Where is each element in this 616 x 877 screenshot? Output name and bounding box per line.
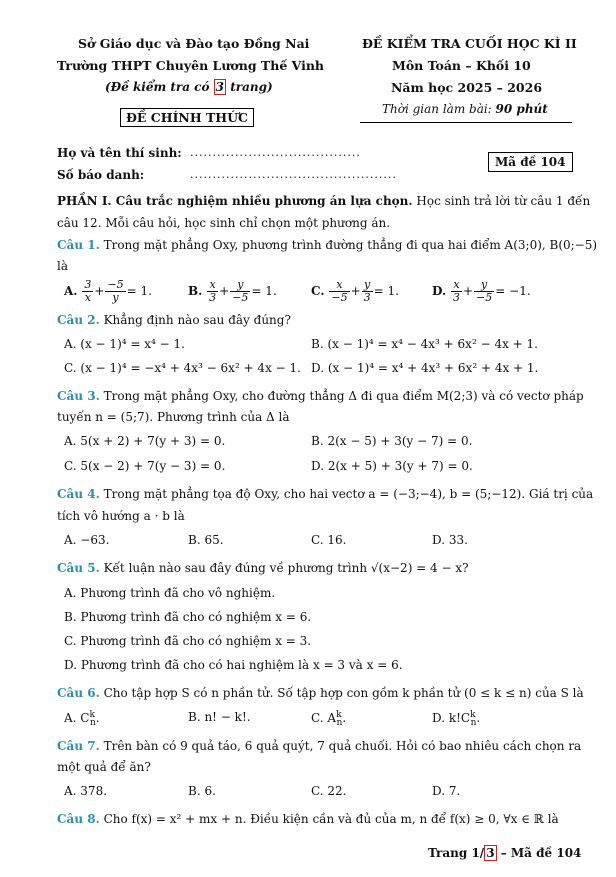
q4-option-b[interactable]: B. 65. [188,533,224,547]
q7-option-a[interactable]: A. 378. [64,784,108,798]
id-label: Số báo danh: [57,168,145,182]
id-field[interactable]: .............................................. [190,168,397,181]
question-7-cont: một quả để ăn? [57,760,151,774]
question-4-cont: tích vô hướng a · b là [57,509,185,523]
q2-option-a[interactable]: A. (x − 1)⁴ = x⁴ − 1. [64,337,185,351]
school-name: Trường THPT Chuyên Lương Thế Vinh [57,58,325,73]
q7-option-d[interactable]: D. 7. [432,784,461,798]
question-3-cont: tuyến n = (5;7). Phương trình của Δ là [57,410,290,424]
question-5: Câu 5. Kết luận nào sau đây đúng về phương trình √(x−2) = 4 − x? [57,561,469,575]
q6-option-c[interactable]: C. $A^k_n$. [311,710,347,729]
q5-option-b[interactable]: B. Phương trình đã cho có nghiệm x = 6. [64,610,312,624]
q6-option-b[interactable]: B. n! − k!. [188,710,251,724]
question-2: Câu 2. Khẳng định nào sau đây đúng? [57,313,291,327]
divider [360,122,572,123]
q5-option-c[interactable]: C. Phương trình đã cho có nghiệm x = 3. [64,634,312,648]
q6-option-d[interactable]: D. $k!C^k_n$. [432,710,481,729]
page-count: (Đề kiểm tra có 3 trang) [105,80,273,94]
q3-option-d[interactable]: D. 2(x + 5) + 3(y + 7) = 0. [311,459,473,473]
question-3: Câu 3. Trong mặt phẳng Oxy, cho đường thẳng Δ đi qua điểm M(2;3) và có vectơ pháp [57,389,584,403]
q5-option-a[interactable]: A. Phương trình đã cho vô nghiệm. [64,586,276,600]
subject: Môn Toán – Khối 10 [392,58,531,73]
question-1-cont: là [57,259,68,273]
q1-option-c[interactable]: C. $\frac{x}{-5}$ + $\frac{y}{3}$ = 1. [311,278,399,304]
q3-option-a[interactable]: A. 5(x + 2) + 7(y + 3) = 0. [64,434,226,448]
exam-title: ĐỀ KIỂM TRA CUỐI HỌC KÌ II [362,36,577,51]
q7-option-c[interactable]: C. 22. [311,784,347,798]
q4-option-a[interactable]: A. −63. [64,533,110,547]
q2-option-b[interactable]: B. (x − 1)⁴ = x⁴ − 4x³ + 6x² − 4x + 1. [311,337,538,351]
name-field[interactable]: ...................................... [190,146,361,159]
q1-option-d[interactable]: D. $\frac{x}{3}$ + $\frac{y}{-5}$ = −1. [432,278,531,304]
page-count-number: 3 [215,80,225,94]
q4-option-d[interactable]: D. 33. [432,533,468,547]
q1-option-a[interactable]: A. $\frac{3}{x}$ + $\frac{-5}{y}$ = 1. [64,278,152,304]
q2-option-d[interactable]: D. (x − 1)⁴ = x⁴ + 4x³ + 6x² + 4x + 1. [311,361,539,375]
exam-code-box: Mã đề 104 [488,152,573,172]
exam-duration: Thời gian làm bài: 90 phút [382,102,548,116]
dept-name: Sở Giáo dục và Đào tạo Đồng Nai [78,36,310,51]
q5-option-d[interactable]: D. Phương trình đã cho có hai nghiệm là x = 3 và x = 6. [64,658,403,672]
q4-option-c[interactable]: C. 16. [311,533,347,547]
q6-option-a[interactable]: A. $C^k_n$. [64,710,100,729]
question-6: Câu 6. Cho tập hợp S có n phần tử. Số tập hợp con gồm k phần tử (0 ≤ k ≤ n) của S là [57,686,584,700]
official-badge: ĐỀ CHÍNH THỨC [120,108,254,127]
q2-option-c[interactable]: C. (x − 1)⁴ = −x⁴ + 4x³ − 6x² + 4x − 1. [64,361,301,375]
q3-option-b[interactable]: B. 2(x − 5) + 3(y − 7) = 0. [311,434,473,448]
page-footer: Trang 1/ 3 – Mã đề 104 [428,846,582,860]
school-year: Năm học 2025 – 2026 [391,80,543,95]
question-8: Câu 8. Cho f(x) = x² + mx + n. Điều kiện cần và đủ của m, n để f(x) ≥ 0, ∀x ∈ ℝ là [57,812,559,826]
name-label: Họ và tên thí sinh: [57,146,182,160]
question-1: Câu 1. Trong mặt phẳng Oxy, phương trình đường thẳng đi qua hai điểm A(3;0), B(0;−5) [57,238,598,252]
question-7: Câu 7. Trên bàn có 9 quả táo, 6 quả quýt, 7 quả chuối. Hỏi có bao nhiêu cách chọn ra [57,739,582,753]
question-4: Câu 4. Trong mặt phẳng tọa độ Oxy, cho hai vectơ a = (−3;−4), b = (5;−12). Giá trị của [57,487,594,501]
footer-page-number: 3 [486,846,495,860]
part1-heading: PHẦN I. Câu trắc nghiệm nhiều phương án lựa chọn. Học sinh trả lời từ câu 1 đến [57,194,591,208]
q7-option-b[interactable]: B. 6. [188,784,216,798]
q3-option-c[interactable]: C. 5(x − 2) + 7(y − 3) = 0. [64,459,226,473]
part1-intro: câu 12. Mỗi câu hỏi, học sinh chỉ chọn một phương án. [57,216,391,230]
q1-option-b[interactable]: B. $\frac{x}{3}$ + $\frac{y}{-5}$ = 1. [188,278,277,304]
